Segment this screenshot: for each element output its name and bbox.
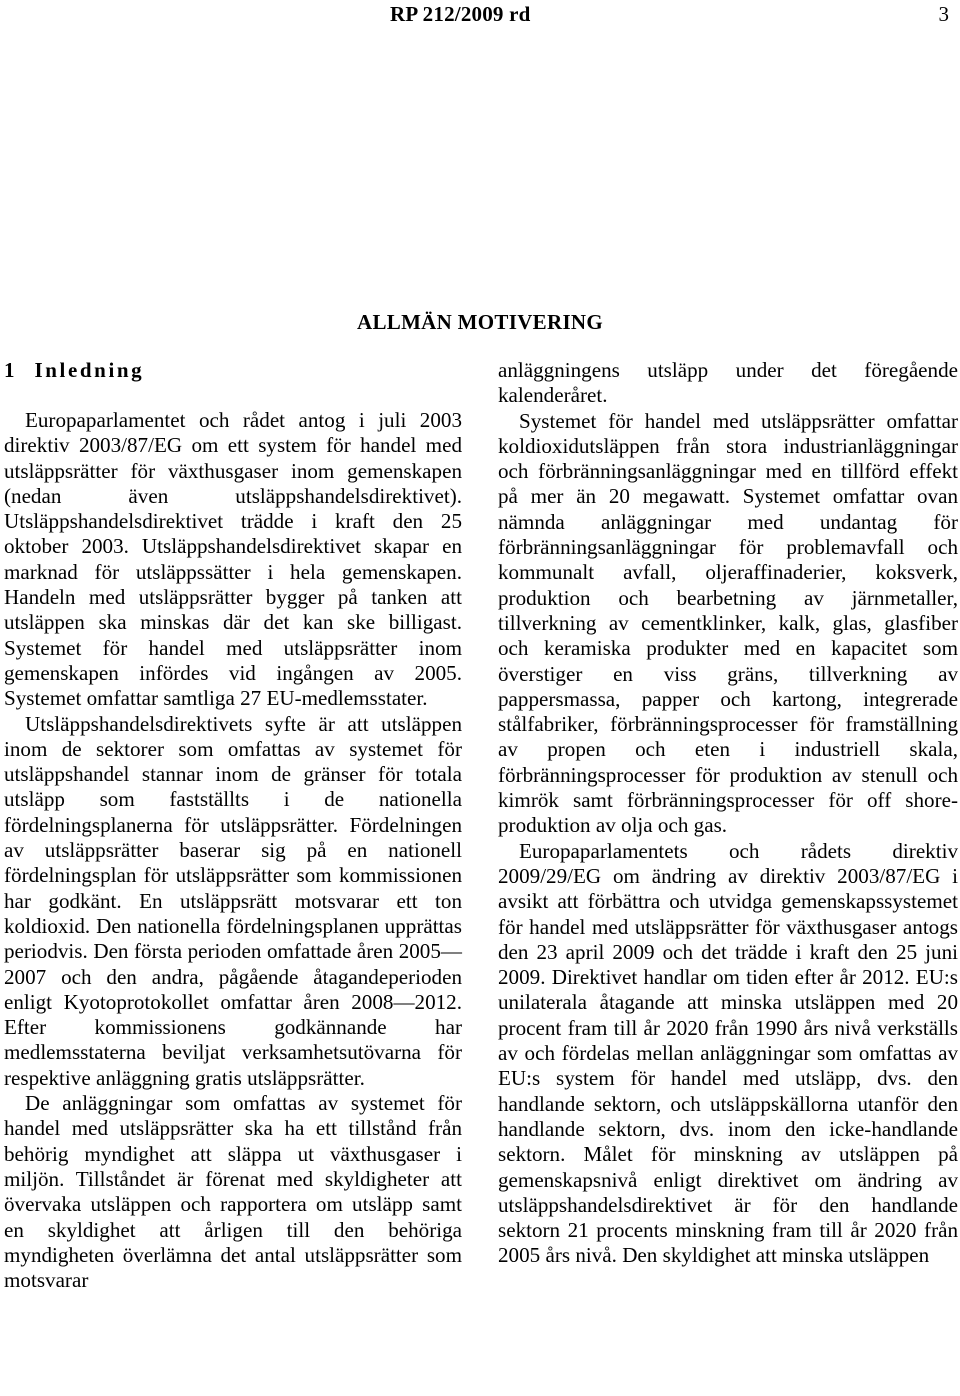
main-heading: ALLMÄN MOTIVERING <box>356 310 604 334</box>
left-column <box>4 358 462 1293</box>
paragraph: Europaparlamentet och rådet antog i juli 2003 direktiv 2003/87/EG om ett system för handel med utsläppsrätter för växthusgaser inom gemenskapen (nedan även utsläppshandelsdirektivet). Utsläppshandelsdirektivet trädde i kraft den 25 oktober 2003. Utsläppshandelsdirektivet skapar en marknad för utsläppssätter i hela gemenskapen. Handeln med utsläppsrätter bygger på tanken att utsläppen ska minskas där det kan ske billigast. Systemet för handel med utsläppsrätter inom gemenskapen infördes vid ingången av 2005. Systemet omfattar samtliga 27 EU-medlemsstater. <box>4 408 462 711</box>
paragraph: anläggningens utsläpp under det föregående kalenderåret. <box>498 358 958 408</box>
document-id: RP 212/2009 rd <box>390 2 531 26</box>
paragraph: Utsläppshandelsdirektivets syfte är att utsläppen inom de sektorer som omfattas av systemet för utsläppshandel stannar inom de gränser för totala utsläpp som fastställts i de nationella fördelningsplanerna för utsläppsrätter. Fördelningen av utsläppsrätter baserar sig på en nationell fördelningsplan för utsläppsrätter som kommissionen har godkänt. En utsläppsrätt motsvarar ett ton koldioxid. Den nationella fördelningsplanen upprättas periodvis. Den första perioden omfattade åren 2005—2007 och den andra, pågående åtagandeperioden enligt Kyotoprotokollet omfattar åren 2008—2012. Efter kommissionens godkännande har medlemsstaterna beviljat verksamhetsutövarna för respektive anläggning gratis utsläppsrätter. <box>4 711 462 1090</box>
right-column <box>498 358 958 1269</box>
paragraph: De anläggningar som omfattas av systemet för handel med utsläppsrätter ska ha ett tillstånd från behörig myndighet att släppa ut växthusgaser i miljön. Tillståndet är förenat med skyldigheter att övervaka utsläppen och rapportera om utsläpp samt en skyldighet att årligen till den behöriga myndigheten överlämna det antal utsläppsrätter som motsvarar <box>4 1091 462 1293</box>
section-title: Inledning <box>34 358 145 382</box>
page-number: 3 <box>938 2 949 26</box>
paragraph: Europaparlamentets och rådets direktiv 2009/29/EG om ändring av direktiv 2003/87/EG i avsikt att förbättra och utvidga gemenskapssystemet för handel med utsläppsrätter för växthusgaser antogs den 23 april 2009 och det trädde i kraft den 25 juni 2009. Direktivet handlar om tiden efter år 2012. EU:s unilaterala åtagande att minska utsläppen med 20 procent fram till år 2020 från 1990 års nivå verkställs av och fördelas mellan anläggningar som omfattas av EU:s system för handel med utsläpp, dvs. den handlande sektorn, och utsläppskällorna utanför den handlande sektorn, dvs. inom den icke-handlande sektorn. Målet för minskning av utsläppen på gemenskapsnivå enligt direktivet om ändring av utsläppshandelsdirektivet är för den handlande sektorn 21 procents minskning fram till år 2020 från 2005 års nivå. Den skyldighet att minska utsläppen <box>498 838 958 1268</box>
section-heading <box>4 358 462 383</box>
paragraph: Systemet för handel med utsläppsrätter omfattar koldioxidutsläppen från stora industrianläggningar och förbränningsanläggningar med en tillförd effekt på mer än 20 megawatt. Systemet omfattar ovan nämnda anläggningar med undantag för förbränningsanläggningar för problemavfall och kommunalt avfall, oljeraffinaderier, koksverk, produktion och bearbetning av järnmetaller, tillverkning av cementklinker, kalk, glas, glasfiber och keramiska produkter med en kapacitet som överstiger en viss gräns, tillverkning av pappersmassa, papper och kartong, integrerade stålfabriker, förbränningsprocesser för framställning av propen och eten i industriell skala, förbränningsprocesser för produktion av stenull och kimrök samt förbränningsprocesser för off shore-produktion av olja och gas. <box>498 408 958 838</box>
section-number: 1 <box>4 358 15 382</box>
page-header <box>0 2 960 32</box>
